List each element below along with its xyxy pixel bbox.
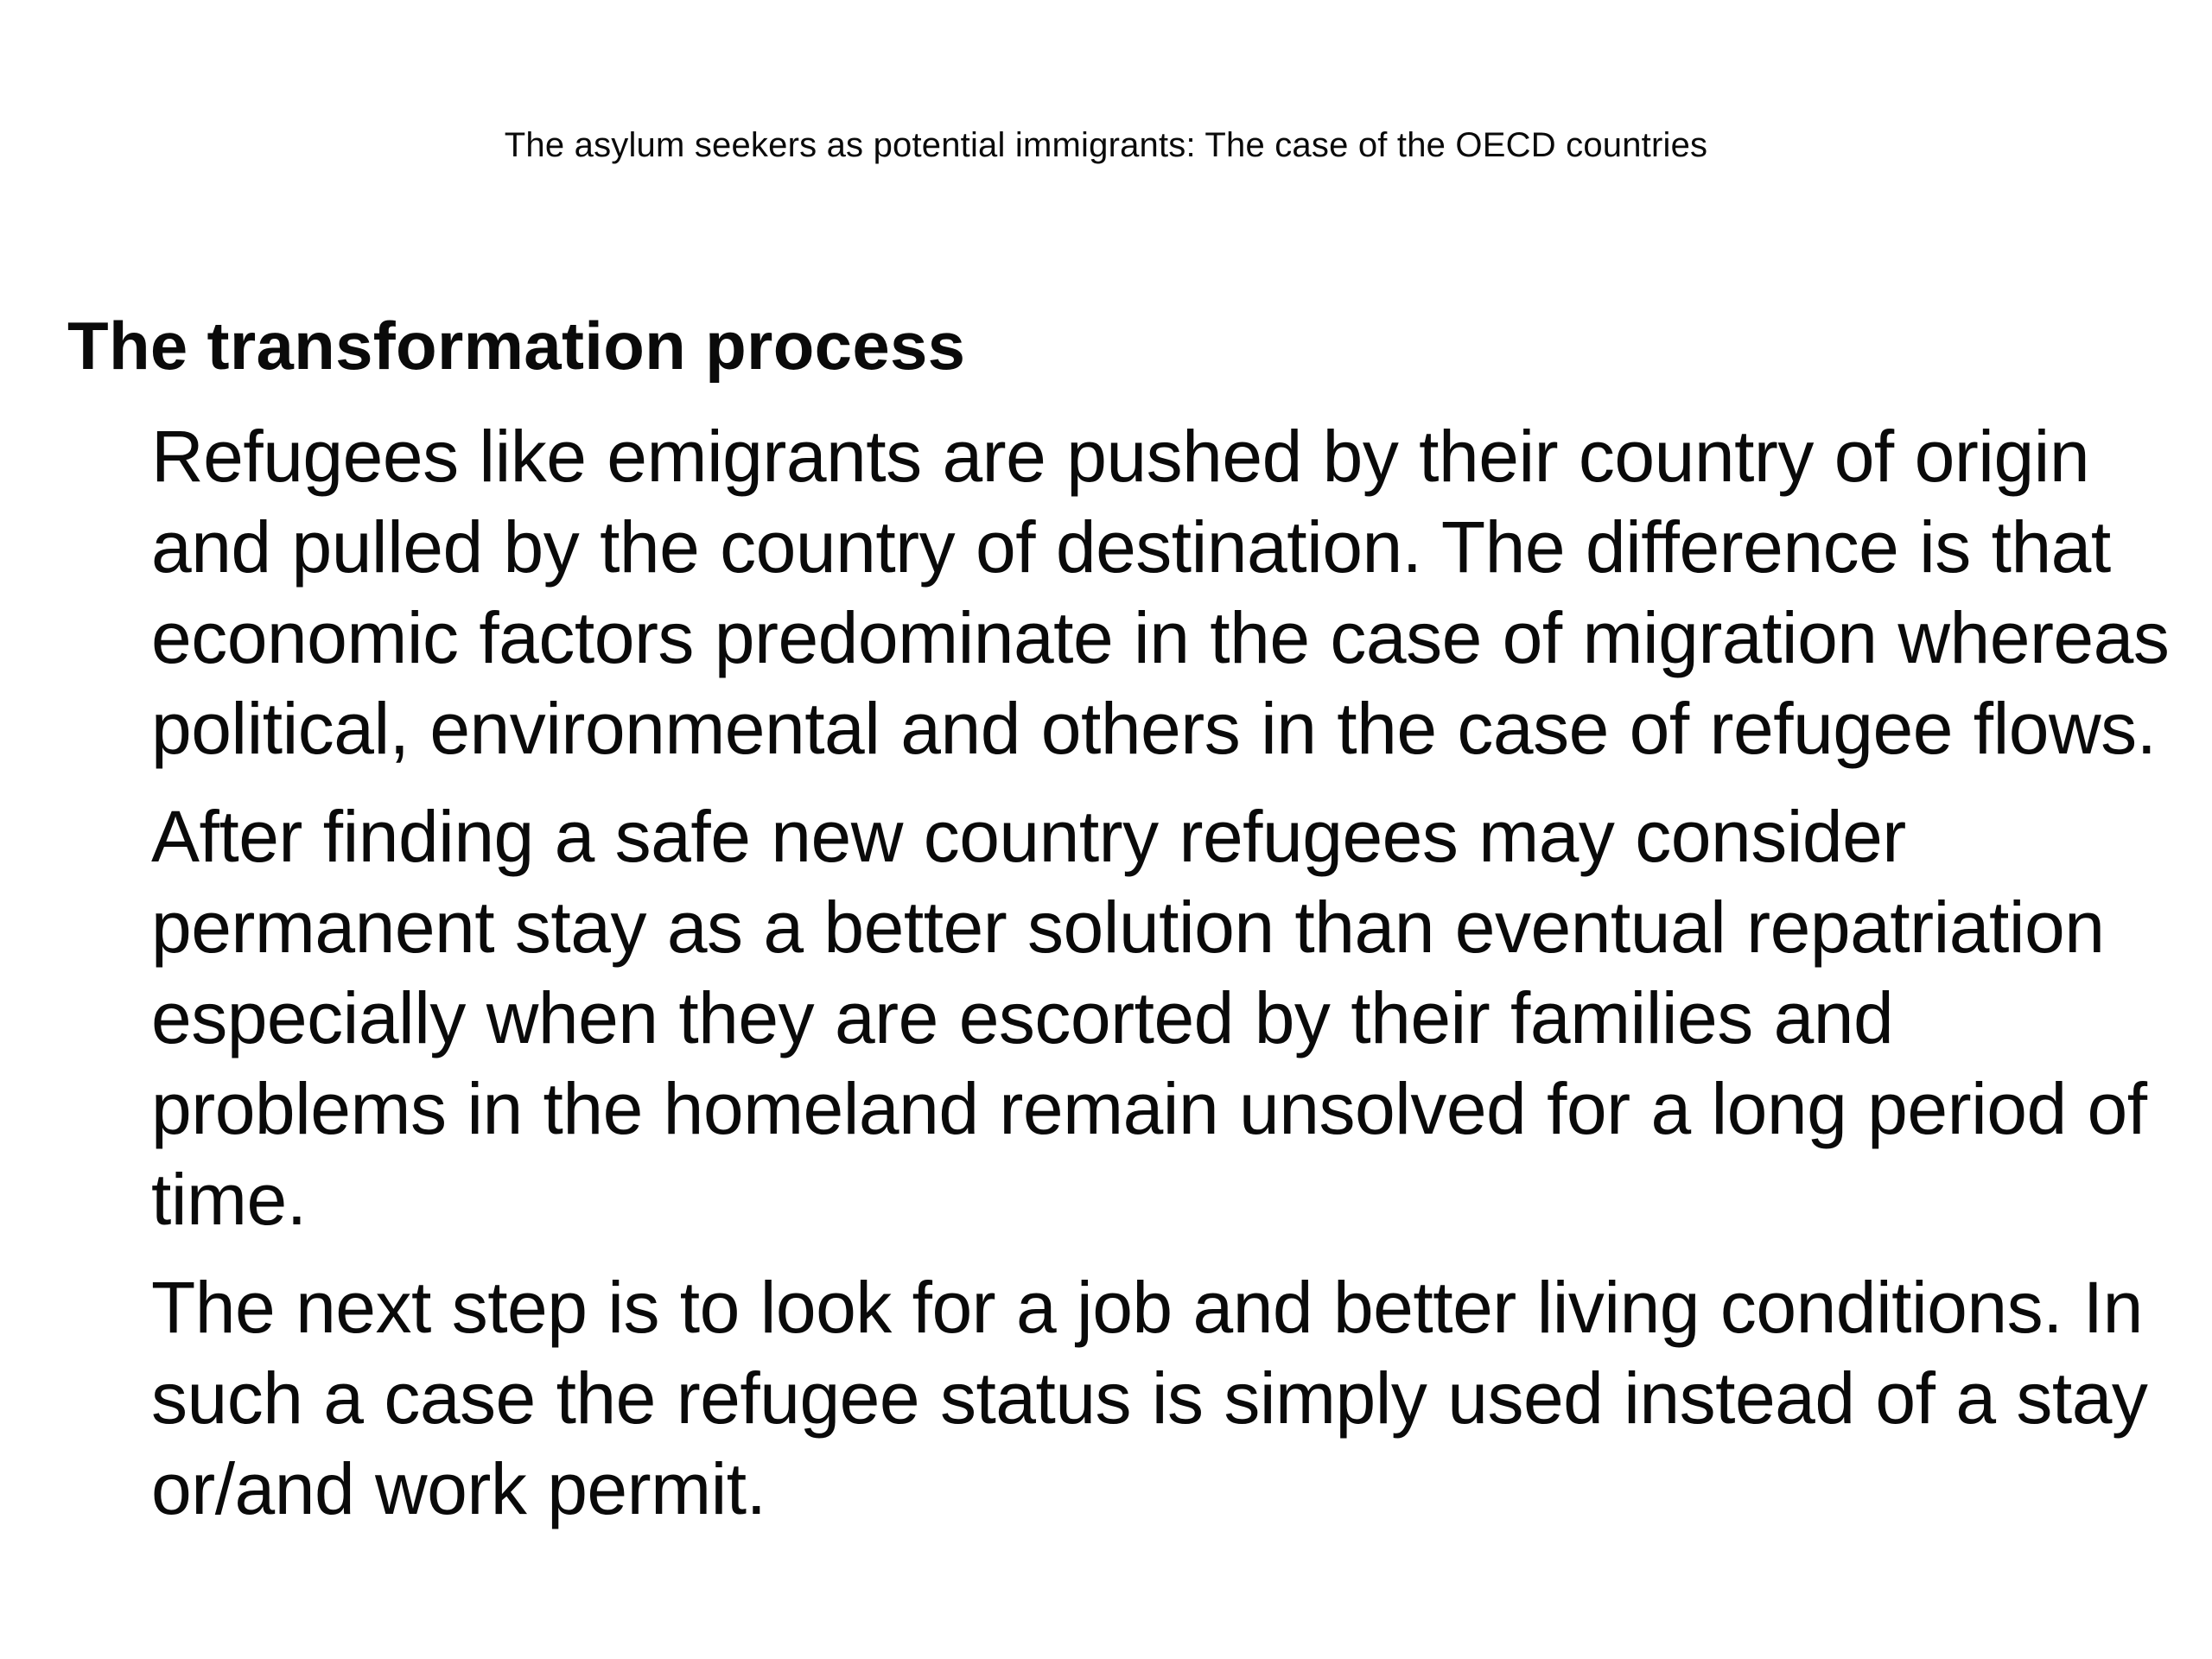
paragraph-job-search: The next step is to look for a job and better living conditions. In such a case the refugee status is simply used instead of a stay or/and work permit. — [151, 1267, 2148, 1529]
section-heading: The transformation process — [67, 308, 966, 384]
paragraph-permanent-stay: After finding a safe new country refugees may consider permanent stay as a better solution than eventual repatriation especially when they are escorted by their families and problems in the homeland remain unsolved for a long period of time. — [151, 796, 2147, 1240]
slide-header-title: The asylum seekers as potential immigrants: The case of the OECD countries — [504, 126, 1708, 164]
paragraph-push-pull: Refugees like emigrants are pushed by their country of origin and pulled by the country of destination. The difference is that economic factors predominate in the case of migration whereas political, environmental and others in the case of refugee flows. — [151, 416, 2170, 769]
body-text — [151, 411, 2173, 1552]
